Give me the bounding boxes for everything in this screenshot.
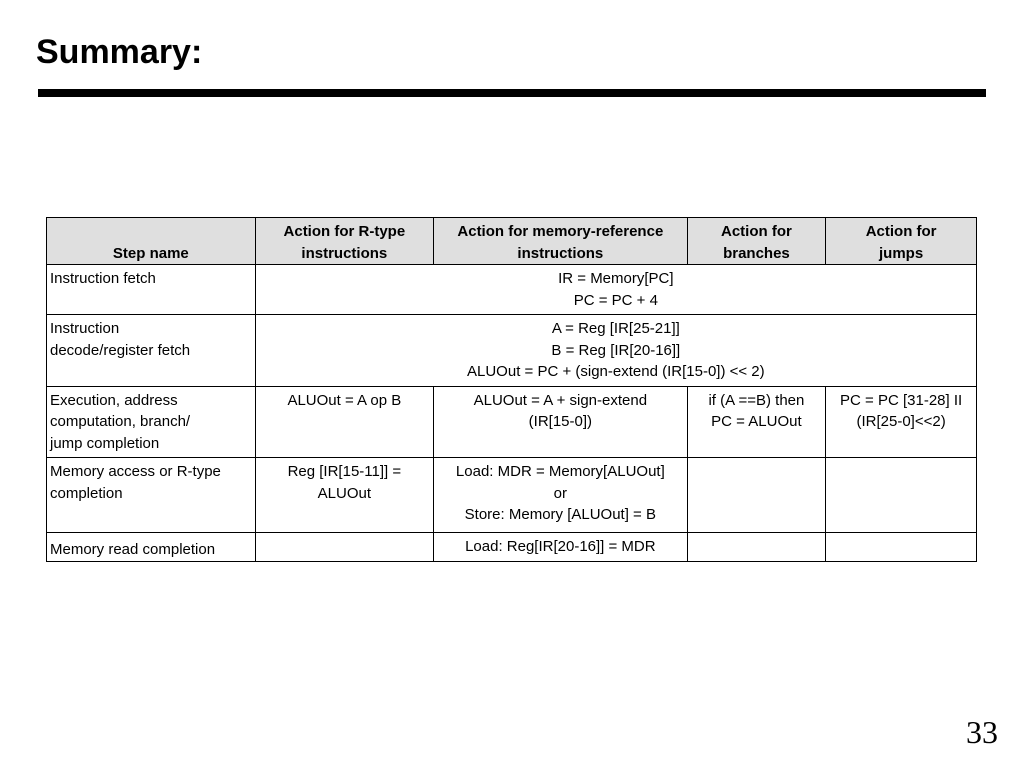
step-name-text: Execution, address	[50, 391, 178, 409]
action-text: IR = Memory[PC]	[558, 270, 674, 287]
step-name-cell	[47, 315, 256, 387]
step-name-text: Memory read completion	[50, 541, 216, 558]
action-text: (IR[25-0]<<2)	[856, 413, 946, 430]
branches-action-cell	[687, 533, 826, 562]
step-name-text: computation, branch/	[50, 413, 191, 430]
step-name-cell	[47, 458, 256, 533]
action-text: PC = PC + 4	[573, 291, 658, 309]
action-text: PC = PC [31-28] II	[840, 391, 963, 409]
memory-reference-action-cell	[434, 458, 688, 533]
rtype-action-cell	[255, 458, 433, 533]
jumps-action-cell	[826, 533, 977, 562]
step-name-text: completion	[50, 484, 123, 502]
header-step-name-label: Step name	[112, 244, 189, 262]
action-text: PC = ALUOut	[711, 413, 802, 430]
rtype-action-cell	[255, 533, 433, 562]
action-text: ALUOut	[317, 484, 372, 502]
branches-action-cell	[687, 386, 826, 458]
header-jumps-line: jumps	[879, 244, 924, 262]
header-memory-reference-line: Action for memory-reference	[457, 223, 664, 240]
table-row-instruction-fetch	[47, 265, 977, 315]
jumps-action-cell	[826, 458, 977, 533]
action-text: or	[553, 484, 568, 502]
action-text: if (A ==B) then	[708, 391, 805, 409]
action-text: Load: Reg[IR[20-16]] = MDR	[465, 538, 656, 555]
step-name-text: decode/register fetch	[50, 341, 191, 359]
header-step-name	[47, 218, 256, 265]
table-row-execution	[47, 386, 977, 458]
branches-action-cell	[687, 458, 826, 533]
step-name-cell	[47, 386, 256, 458]
header-jumps-line: Action for	[865, 223, 937, 240]
step-name-cell	[47, 533, 256, 562]
action-text: (IR[15-0])	[528, 413, 593, 430]
action-text: B = Reg [IR[20-16]]	[551, 341, 681, 359]
shared-action-cell	[255, 265, 976, 315]
table-row-memory-read	[47, 533, 977, 562]
shared-action-cell	[255, 315, 976, 387]
action-text: ALUOut = A op B	[287, 391, 402, 409]
action-text: Store: Memory [ALUOut] = B	[464, 506, 656, 523]
table-row-decode	[47, 315, 977, 387]
header-branches-line: Action for	[721, 223, 792, 240]
header-branches-line: branches	[723, 244, 790, 262]
header-rtype-line: Action for R-type	[283, 223, 406, 240]
action-text: Load: MDR = Memory[ALUOut]	[455, 463, 665, 480]
table-header-row	[47, 218, 977, 265]
step-name-text: Instruction	[50, 320, 120, 337]
header-rtype	[255, 218, 433, 265]
header-branches	[687, 218, 826, 265]
rtype-action-cell	[255, 386, 433, 458]
memory-reference-action-cell	[434, 533, 688, 562]
step-name-cell	[47, 265, 256, 315]
table-row-memory-access	[47, 458, 977, 533]
slide-title: Summary:	[36, 33, 203, 71]
page-number: 33	[966, 714, 998, 750]
summary-table	[46, 217, 977, 562]
memory-reference-action-cell	[434, 386, 688, 458]
action-text: Reg [IR[15-11]] =	[287, 463, 402, 480]
header-memory-reference	[434, 218, 688, 265]
step-name-text: jump completion	[50, 434, 160, 452]
action-text: ALUOut = PC + (sign-extend (IR[15-0]) << 2)	[467, 363, 765, 380]
action-text: ALUOut = A + sign-extend	[473, 391, 648, 409]
step-name-text: Instruction fetch	[50, 270, 156, 287]
step-name-text: Memory access or R-type	[50, 463, 221, 480]
jumps-action-cell	[826, 386, 977, 458]
action-text: A = Reg [IR[25-21]]	[551, 320, 680, 337]
title-divider	[38, 89, 986, 97]
header-memory-reference-line: instructions	[517, 244, 604, 262]
header-jumps	[826, 218, 977, 265]
header-rtype-line: instructions	[301, 244, 388, 262]
